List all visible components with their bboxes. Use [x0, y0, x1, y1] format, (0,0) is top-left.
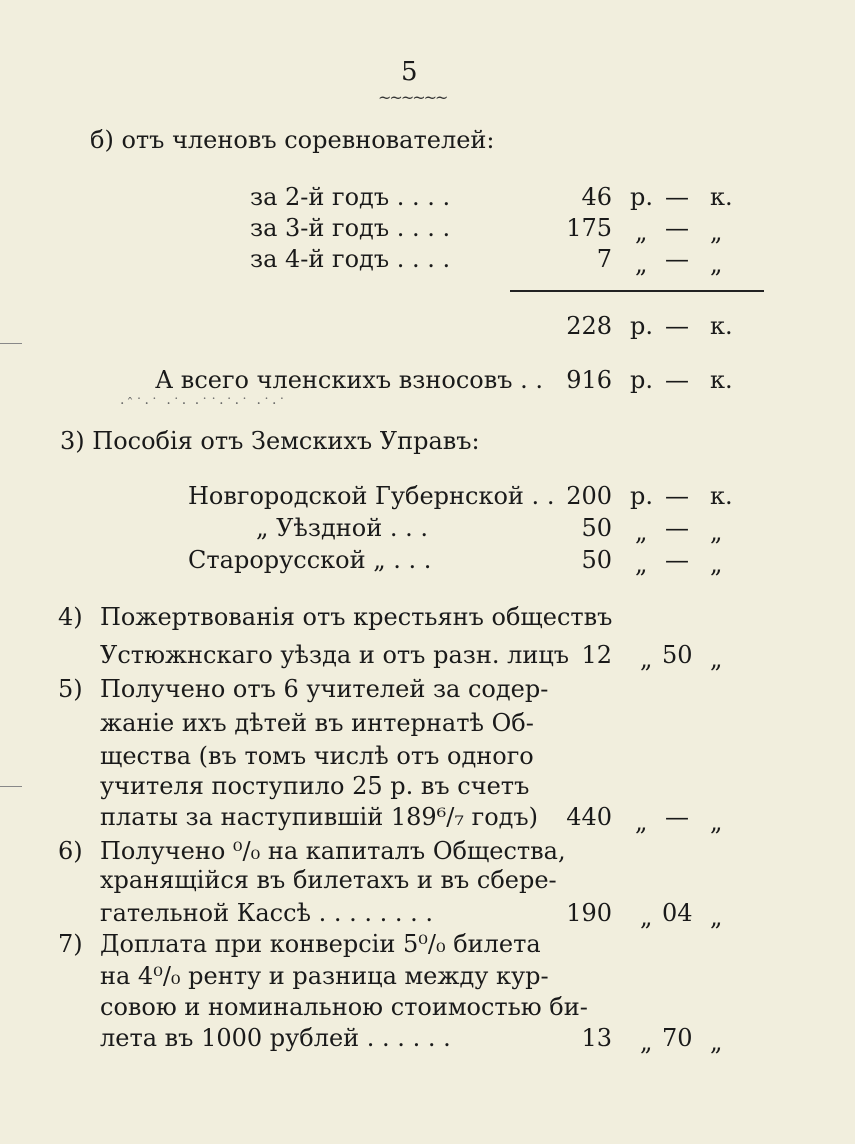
section-b-title: б) отъ членовъ соревнователей:	[90, 126, 495, 154]
item-line: Пожертвованія отъ крестьянъ обществъ	[100, 603, 613, 631]
row-amount: 200	[566, 482, 612, 510]
total-dues-unit-k: к.	[710, 366, 733, 394]
item-kop: 70	[662, 1024, 693, 1052]
subtotal-amount: 228	[566, 312, 612, 340]
item-line: щества (въ томъ числѣ отъ одного	[100, 742, 534, 770]
item-kop: —	[665, 803, 689, 831]
subtotal-unit-k: к.	[710, 312, 733, 340]
item-kop: 50	[662, 641, 693, 669]
row-kop: —	[665, 183, 689, 211]
row-kop: —	[665, 514, 689, 542]
section-3-title: 3) Пособія отъ Земскихъ Управъ:	[60, 427, 480, 455]
item-line: совою и номинальною стоимостью би-	[100, 993, 588, 1021]
ornament: ~~~~~~	[378, 88, 447, 107]
row-kop: —	[665, 482, 689, 510]
item-unit: „	[710, 645, 723, 673]
row-label: Старорусской „ . . .	[188, 546, 432, 574]
margin-mark	[0, 786, 22, 787]
row-label: Новгородской Губернской . .	[188, 482, 555, 510]
subtotal-kop: —	[665, 312, 689, 340]
row-label: „ Уѣздной . . .	[256, 514, 428, 542]
row-unit-k: „	[710, 550, 723, 578]
item-line: учителя поступило 25 р. въ счетъ	[100, 772, 530, 800]
item-amount: 440	[566, 803, 612, 831]
row-amount: 50	[581, 514, 612, 542]
item-number: 7)	[58, 930, 83, 958]
item-sep: „	[635, 808, 648, 836]
row-amount: 50	[581, 546, 612, 574]
row-amount: 7	[596, 245, 612, 273]
item-unit: „	[710, 808, 723, 836]
item-number: 5)	[58, 675, 83, 703]
row-unit-r: р.	[630, 482, 653, 510]
item-number: 6)	[58, 837, 83, 865]
item-line: Доплата при конверсіи 5⁰/₀ билета	[100, 930, 541, 958]
row-unit-r: р.	[630, 183, 653, 211]
item-sep: „	[640, 903, 653, 931]
row-label: за 2-й годъ . . . .	[250, 183, 451, 211]
total-dues-unit-r: р.	[630, 366, 653, 394]
row-unit-k: „	[710, 250, 723, 278]
item-amount: 12	[581, 641, 612, 669]
subtotal-rule	[510, 290, 764, 292]
item-unit: „	[710, 903, 723, 931]
row-unit-r: „	[635, 550, 648, 578]
row-unit-k: к.	[710, 482, 733, 510]
item-amount: 13	[581, 1024, 612, 1052]
row-unit-r: „	[635, 518, 648, 546]
item-amount: 190	[566, 899, 612, 927]
item-line: жаніе ихъ дѣтей въ интернатѣ Об-	[100, 709, 534, 737]
row-kop: —	[665, 245, 689, 273]
item-line: на 4⁰/₀ ренту и разница между кур-	[100, 962, 549, 990]
row-label: за 4-й годъ . . . .	[250, 245, 451, 273]
item-line: гательной Кассѣ . . . . . . . .	[100, 899, 434, 927]
item-line: хранящійся въ билетахъ и въ сбере-	[100, 866, 557, 894]
item-line: Получено отъ 6 учителей за содер-	[100, 675, 549, 703]
row-unit-r: „	[635, 250, 648, 278]
total-dues-kop: —	[665, 366, 689, 394]
item-sep: „	[640, 1028, 653, 1056]
item-line: Устюжнскаго уѣзда и отъ разн. лицъ	[100, 641, 570, 669]
item-sep: „	[640, 645, 653, 673]
row-kop: —	[665, 546, 689, 574]
row-amount: 175	[566, 214, 612, 242]
item-unit: „	[710, 1028, 723, 1056]
row-kop: —	[665, 214, 689, 242]
print-specks: ·ˆ˙·˙ ·˙· ·˙˙·˙·˙ ·˙·˙	[120, 396, 288, 412]
row-unit-k: „	[710, 218, 723, 246]
margin-mark	[0, 343, 22, 344]
total-dues-label: А всего членскихъ взносовъ . .	[155, 366, 544, 394]
page-number: 5	[401, 57, 418, 87]
row-amount: 46	[581, 183, 612, 211]
item-kop: 04	[662, 899, 693, 927]
row-unit-k: к.	[710, 183, 733, 211]
item-line: платы за наступившій 189⁶/₇ годъ)	[100, 803, 539, 831]
subtotal-unit-r: р.	[630, 312, 653, 340]
item-line: лета въ 1000 рублей . . . . . .	[100, 1024, 451, 1052]
row-unit-r: „	[635, 218, 648, 246]
item-line: Получено ⁰/₀ на капиталъ Общества,	[100, 837, 566, 865]
total-dues-amount: 916	[566, 366, 612, 394]
item-number: 4)	[58, 603, 83, 631]
row-unit-k: „	[710, 518, 723, 546]
row-label: за 3-й годъ . . . .	[250, 214, 451, 242]
